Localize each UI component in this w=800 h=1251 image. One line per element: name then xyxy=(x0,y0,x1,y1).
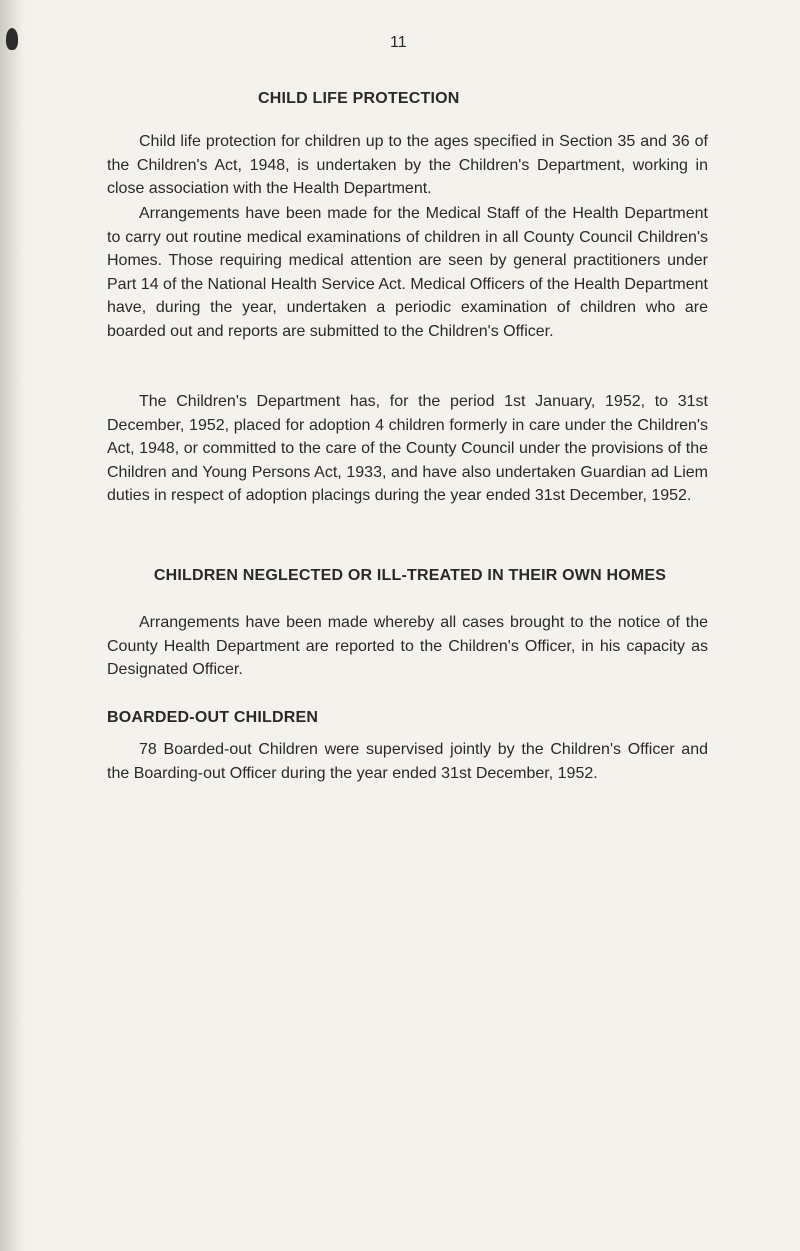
heading-children-neglected: CHILDREN NEGLECTED OR ILL-TREATED IN THEIR OWN HOMES xyxy=(153,567,667,584)
heading-boarded-out-children: BOARDED-OUT CHILDREN xyxy=(107,709,319,726)
page-edge-shadow xyxy=(0,0,22,1251)
heading-child-life-protection: CHILD LIFE PROTECTION xyxy=(258,90,460,107)
paragraph-children-neglected: Arrangements have been made whereby all cases brought to the notice of the County Health Department are reported to the Children's Officer, in his capacity as Designated Officer. xyxy=(107,614,708,678)
ink-blot-mark xyxy=(6,28,18,50)
paragraph-child-life-protection-3: The Children's Department has, for the period 1st January, 1952, to 31st December, 1952, placed for adoption 4 children formerly in care under the Children's Act, 1948, or committed to the care of the County Council under the provisions of the Children and Young Persons Act, 1933, and have also undertaken Guardian ad Liem duties in respect of adoption placings during the year ended 31st December, 1952. xyxy=(107,393,708,504)
paragraph-child-life-protection-1: Child life protection for children up to the ages specified in Section 35 and 36 of the Children's Act, 1948, is undertaken by the Children's Department, working in close association with the Health Department. xyxy=(107,133,708,197)
page-number: 11 xyxy=(390,34,407,51)
paragraph-boarded-out-children: 78 Boarded-out Children were supervised jointly by the Children's Officer and the Boarding-out Officer during the year ended 31st December, 1952. xyxy=(107,741,708,782)
paragraph-child-life-protection-2: Arrangements have been made for the Medical Staff of the Health Department to carry out routine medical examinations of children in all County Council Children's Homes. Those requiring medical attention are seen by general practitioners under Part 14 of the National Health Service Act. Medical Officers of the Health Department have, during the year, undertaken a periodic examination of children who are boarded out and reports are submitted to the Children's Officer. xyxy=(107,205,708,340)
